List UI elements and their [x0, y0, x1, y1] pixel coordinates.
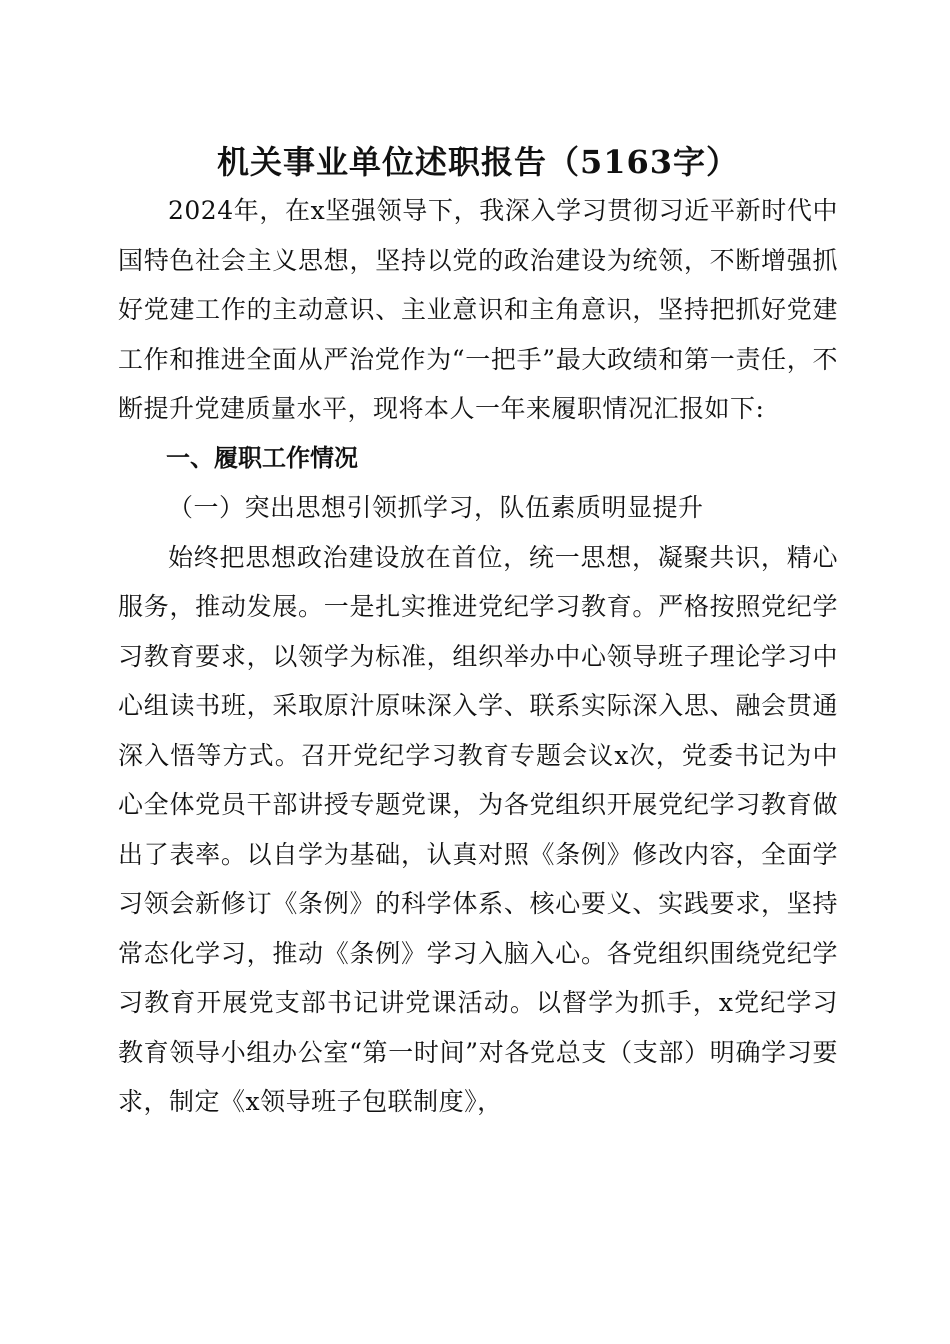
subsection-heading: （一）突出思想引领抓学习，队伍素质明显提升: [168, 493, 704, 522]
document-title: 机关事业单位述职报告（5163字）: [216, 143, 740, 181]
body-paragraph: 始终把思想政治建设放在首位，统一思想，凝聚共识，精心服务，推动发展。一是扎实推进党纪学习教育。严格按照党纪学习教育要求，以领学为标准，组织举办中心领导班子理论学习中心组读书班，采取原汁原味深入学、联系实际深入思、融会贯通深入悟等方式。召开党纪学习教育专题会议x次，党委书记为中心全体党员干部讲授专题党课，为各党组织开展党纪学习教育做出了表率。以自学为基础，认真对照《条例》修改内容，全面学习领会新修订《条例》的科学体系、核心要义、实践要求，坚持常态化学习，推动《条例》学习入脑入心。各党组织围绕党纪学习教育开展党支部书记讲党课活动。以督学为抓手，x党纪学习教育领导小组办公室“第一时间”对各党总支（支部）明确学习要求，制定《x领导班子包联制度》，: [118, 542, 838, 1116]
section-heading: 一、履职工作情况: [166, 443, 358, 472]
document-body: [118, 138, 838, 1127]
intro-paragraph: 2024年，在x坚强领导下，我深入学习贯彻习近平新时代中国特色社会主义思想，坚持以党的政治建设为统领，不断增强抓好党建工作的主动意识、主业意识和主角意识，坚持把抓好党建工作和推进全面从严治党作为“一把手”最大政绩和第一责任，不断提升党建质量水平，现将本人一年来履职情况汇报如下:: [118, 196, 838, 423]
